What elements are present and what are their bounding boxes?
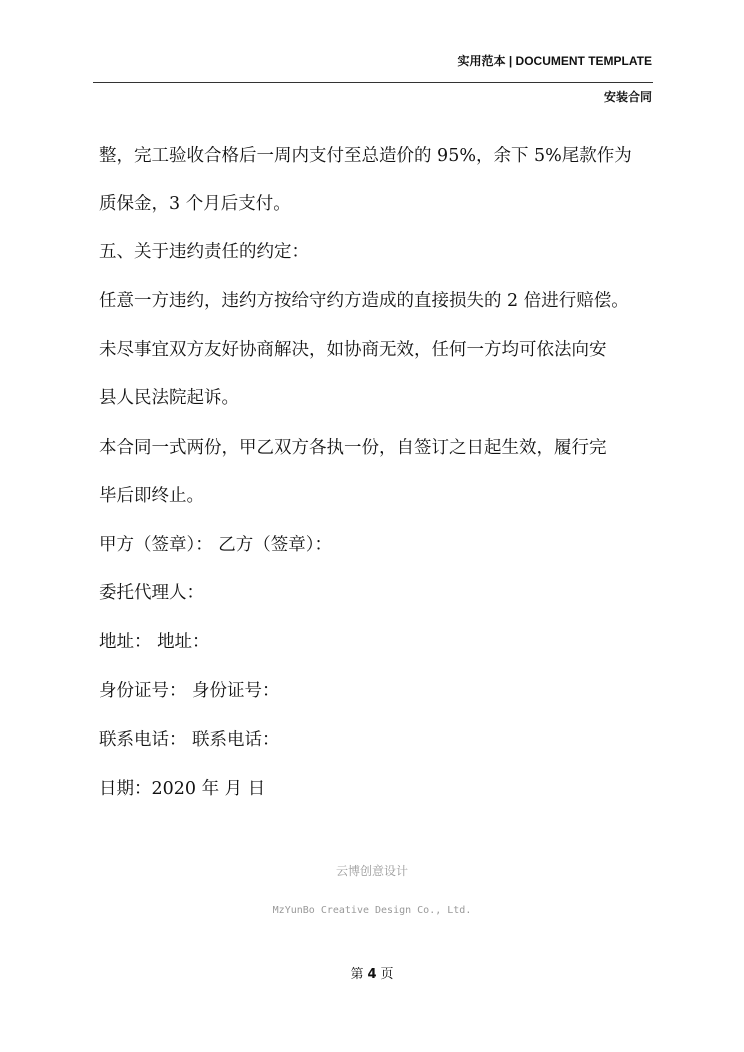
signature-line-agent: 委托代理人： <box>99 583 204 603</box>
body-line-1: 整，完工验收合格后一周内支付至总造价的 95%，余下 5%尾款作为 <box>99 146 632 166</box>
signature-line-date: 日期：2020 年 月 日 <box>99 779 266 799</box>
body-line-copies-1: 本合同一式两份，甲乙双方各执一份，自签订之日起生效，履行完 <box>99 438 607 458</box>
signature-line-id-number: 身份证号： 身份证号： <box>99 681 280 701</box>
signature-line-parties: 甲方（签章）： 乙方（签章）： <box>99 535 333 555</box>
body-line-dispute-1: 未尽事宜双方友好协商解决，如协商无效，任何一方均可依法向安 <box>99 340 607 360</box>
document-header-subtitle: 安装合同 <box>603 90 652 104</box>
body-line-copies-2: 毕后即终止。 <box>99 486 204 506</box>
page-number: 4 <box>367 967 377 982</box>
section-heading-breach: 五、关于违约责任的约定： <box>99 242 309 262</box>
body-line-dispute-2: 县人民法院起诉。 <box>99 388 239 408</box>
body-line-breach-clause: 任意一方违约，违约方按给守约方造成的直接损失的 2 倍进行赔偿。 <box>99 291 629 311</box>
page-suffix: 页 <box>380 967 394 982</box>
page-number-footer <box>0 963 744 982</box>
header-divider <box>93 82 653 83</box>
signature-line-address: 地址： 地址： <box>99 632 210 652</box>
body-line-2: 质保金，3 个月后支付。 <box>99 194 291 214</box>
signature-line-phone: 联系电话： 联系电话： <box>99 730 280 750</box>
document-header-title: 实用范本 | DOCUMENT TEMPLATE <box>457 54 652 68</box>
footer-company-name: 云博创意设计 <box>335 864 408 878</box>
page-prefix: 第 <box>350 967 364 982</box>
footer-company-name-english: MzYunBo Creative Design Co., Ltd. <box>272 905 472 916</box>
